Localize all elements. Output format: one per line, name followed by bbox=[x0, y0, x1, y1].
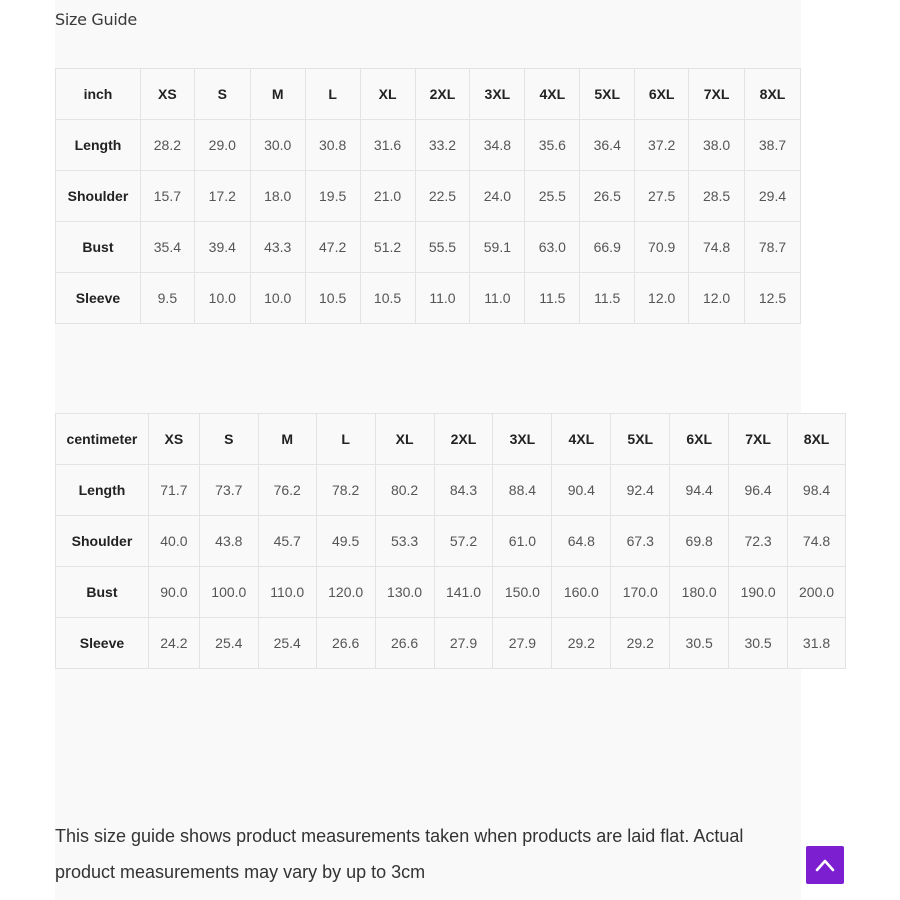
measurement-value: 38.7 bbox=[745, 120, 801, 171]
measurement-value: 141.0 bbox=[434, 567, 493, 618]
size-header: XS bbox=[140, 69, 194, 120]
measurement-label: Bust bbox=[56, 222, 141, 273]
size-header: 8XL bbox=[745, 69, 801, 120]
measurement-value: 11.5 bbox=[580, 273, 635, 324]
measurement-value: 49.5 bbox=[316, 516, 375, 567]
measurement-value: 67.3 bbox=[611, 516, 670, 567]
measurement-label: Length bbox=[56, 120, 141, 171]
table-row bbox=[56, 273, 801, 324]
size-header: 3XL bbox=[493, 414, 552, 465]
size-header: 8XL bbox=[788, 414, 846, 465]
size-header: 5XL bbox=[611, 414, 670, 465]
measurement-value: 55.5 bbox=[415, 222, 470, 273]
measurement-value: 9.5 bbox=[140, 273, 194, 324]
measurement-value: 18.0 bbox=[250, 171, 305, 222]
measurement-value: 69.8 bbox=[670, 516, 729, 567]
size-header: XS bbox=[148, 414, 199, 465]
measurement-value: 24.0 bbox=[470, 171, 525, 222]
measurement-value: 130.0 bbox=[375, 567, 434, 618]
measurement-value: 170.0 bbox=[611, 567, 670, 618]
measurement-value: 24.2 bbox=[148, 618, 199, 669]
unit-header: inch bbox=[56, 69, 141, 120]
size-note: This size guide shows product measurements taken when products are laid flat. Actual product measurements may vary by up to 3cm bbox=[55, 826, 744, 882]
measurement-value: 70.9 bbox=[635, 222, 689, 273]
table-row bbox=[56, 516, 846, 567]
measurement-value: 12.0 bbox=[689, 273, 745, 324]
measurement-value: 21.0 bbox=[360, 171, 415, 222]
measurement-label: Sleeve bbox=[56, 273, 141, 324]
measurement-value: 19.5 bbox=[305, 171, 360, 222]
measurement-value: 160.0 bbox=[552, 567, 611, 618]
measurement-value: 64.8 bbox=[552, 516, 611, 567]
measurement-label: Sleeve bbox=[56, 618, 149, 669]
size-header: 2XL bbox=[434, 414, 493, 465]
measurement-label: Shoulder bbox=[56, 516, 149, 567]
measurement-value: 74.8 bbox=[788, 516, 846, 567]
measurement-value: 29.2 bbox=[552, 618, 611, 669]
measurement-value: 38.0 bbox=[689, 120, 745, 171]
size-header: 4XL bbox=[525, 69, 580, 120]
unit-header: centimeter bbox=[56, 414, 149, 465]
table-row bbox=[56, 171, 801, 222]
measurement-value: 63.0 bbox=[525, 222, 580, 273]
table-header-row bbox=[56, 414, 846, 465]
chevron-up-icon bbox=[815, 858, 835, 872]
measurement-value: 12.0 bbox=[635, 273, 689, 324]
measurement-value: 110.0 bbox=[258, 567, 316, 618]
size-header: L bbox=[305, 69, 360, 120]
measurement-value: 76.2 bbox=[258, 465, 316, 516]
table-row bbox=[56, 618, 846, 669]
measurement-value: 25.4 bbox=[199, 618, 258, 669]
measurement-value: 61.0 bbox=[493, 516, 552, 567]
measurement-value: 31.8 bbox=[788, 618, 846, 669]
scroll-to-top-button[interactable] bbox=[806, 846, 844, 884]
measurement-value: 150.0 bbox=[493, 567, 552, 618]
measurement-value: 10.5 bbox=[360, 273, 415, 324]
measurement-value: 27.9 bbox=[493, 618, 552, 669]
measurement-value: 26.6 bbox=[375, 618, 434, 669]
size-header: 5XL bbox=[580, 69, 635, 120]
measurement-value: 180.0 bbox=[670, 567, 729, 618]
measurement-value: 90.4 bbox=[552, 465, 611, 516]
measurement-value: 11.0 bbox=[470, 273, 525, 324]
size-header: 3XL bbox=[470, 69, 525, 120]
measurement-value: 25.4 bbox=[258, 618, 316, 669]
measurement-value: 28.5 bbox=[689, 171, 745, 222]
size-header: L bbox=[316, 414, 375, 465]
measurement-value: 26.5 bbox=[580, 171, 635, 222]
table-row bbox=[56, 120, 801, 171]
centimeter-size-table bbox=[55, 413, 846, 669]
measurement-value: 100.0 bbox=[199, 567, 258, 618]
size-header: 4XL bbox=[552, 414, 611, 465]
measurement-value: 34.8 bbox=[470, 120, 525, 171]
measurement-value: 51.2 bbox=[360, 222, 415, 273]
size-header: 6XL bbox=[635, 69, 689, 120]
table-row bbox=[56, 465, 846, 516]
measurement-value: 10.5 bbox=[305, 273, 360, 324]
page-title: Size Guide bbox=[55, 10, 137, 29]
measurement-value: 25.5 bbox=[525, 171, 580, 222]
measurement-value: 43.8 bbox=[199, 516, 258, 567]
measurement-value: 73.7 bbox=[199, 465, 258, 516]
inch-size-table bbox=[55, 68, 801, 324]
measurement-value: 72.3 bbox=[729, 516, 788, 567]
size-header: S bbox=[199, 414, 258, 465]
measurement-value: 26.6 bbox=[316, 618, 375, 669]
measurement-value: 200.0 bbox=[788, 567, 846, 618]
measurement-value: 29.2 bbox=[611, 618, 670, 669]
measurement-value: 30.5 bbox=[729, 618, 788, 669]
measurement-value: 35.4 bbox=[140, 222, 194, 273]
measurement-label: Length bbox=[56, 465, 149, 516]
size-header: 2XL bbox=[415, 69, 470, 120]
table-row bbox=[56, 567, 846, 618]
measurement-value: 78.2 bbox=[316, 465, 375, 516]
measurement-label: Bust bbox=[56, 567, 149, 618]
measurement-value: 10.0 bbox=[194, 273, 250, 324]
measurement-value: 90.0 bbox=[148, 567, 199, 618]
measurement-value: 30.8 bbox=[305, 120, 360, 171]
measurement-value: 59.1 bbox=[470, 222, 525, 273]
measurement-value: 11.5 bbox=[525, 273, 580, 324]
measurement-value: 33.2 bbox=[415, 120, 470, 171]
measurement-value: 57.2 bbox=[434, 516, 493, 567]
measurement-label: Shoulder bbox=[56, 171, 141, 222]
measurement-value: 39.4 bbox=[194, 222, 250, 273]
measurement-value: 17.2 bbox=[194, 171, 250, 222]
measurement-value: 11.0 bbox=[415, 273, 470, 324]
measurement-value: 53.3 bbox=[375, 516, 434, 567]
measurement-value: 29.4 bbox=[745, 171, 801, 222]
size-header: S bbox=[194, 69, 250, 120]
size-header: XL bbox=[360, 69, 415, 120]
size-header: 7XL bbox=[689, 69, 745, 120]
size-header: M bbox=[258, 414, 316, 465]
measurement-value: 94.4 bbox=[670, 465, 729, 516]
measurement-value: 30.0 bbox=[250, 120, 305, 171]
size-header: 6XL bbox=[670, 414, 729, 465]
measurement-value: 66.9 bbox=[580, 222, 635, 273]
measurement-value: 120.0 bbox=[316, 567, 375, 618]
measurement-value: 40.0 bbox=[148, 516, 199, 567]
measurement-value: 92.4 bbox=[611, 465, 670, 516]
measurement-value: 74.8 bbox=[689, 222, 745, 273]
measurement-value: 37.2 bbox=[635, 120, 689, 171]
measurement-value: 43.3 bbox=[250, 222, 305, 273]
measurement-value: 36.4 bbox=[580, 120, 635, 171]
table-row bbox=[56, 222, 801, 273]
measurement-value: 28.2 bbox=[140, 120, 194, 171]
measurement-value: 80.2 bbox=[375, 465, 434, 516]
measurement-value: 29.0 bbox=[194, 120, 250, 171]
measurement-value: 98.4 bbox=[788, 465, 846, 516]
measurement-value: 78.7 bbox=[745, 222, 801, 273]
measurement-value: 88.4 bbox=[493, 465, 552, 516]
measurement-value: 45.7 bbox=[258, 516, 316, 567]
measurement-value: 35.6 bbox=[525, 120, 580, 171]
measurement-value: 10.0 bbox=[250, 273, 305, 324]
measurement-value: 47.2 bbox=[305, 222, 360, 273]
measurement-value: 31.6 bbox=[360, 120, 415, 171]
measurement-value: 27.9 bbox=[434, 618, 493, 669]
size-header: XL bbox=[375, 414, 434, 465]
size-header: 7XL bbox=[729, 414, 788, 465]
measurement-value: 190.0 bbox=[729, 567, 788, 618]
measurement-value: 12.5 bbox=[745, 273, 801, 324]
measurement-value: 27.5 bbox=[635, 171, 689, 222]
measurement-value: 71.7 bbox=[148, 465, 199, 516]
measurement-value: 15.7 bbox=[140, 171, 194, 222]
measurement-value: 22.5 bbox=[415, 171, 470, 222]
measurement-value: 30.5 bbox=[670, 618, 729, 669]
size-header: M bbox=[250, 69, 305, 120]
measurement-value: 96.4 bbox=[729, 465, 788, 516]
table-header-row bbox=[56, 69, 801, 120]
measurement-value: 84.3 bbox=[434, 465, 493, 516]
